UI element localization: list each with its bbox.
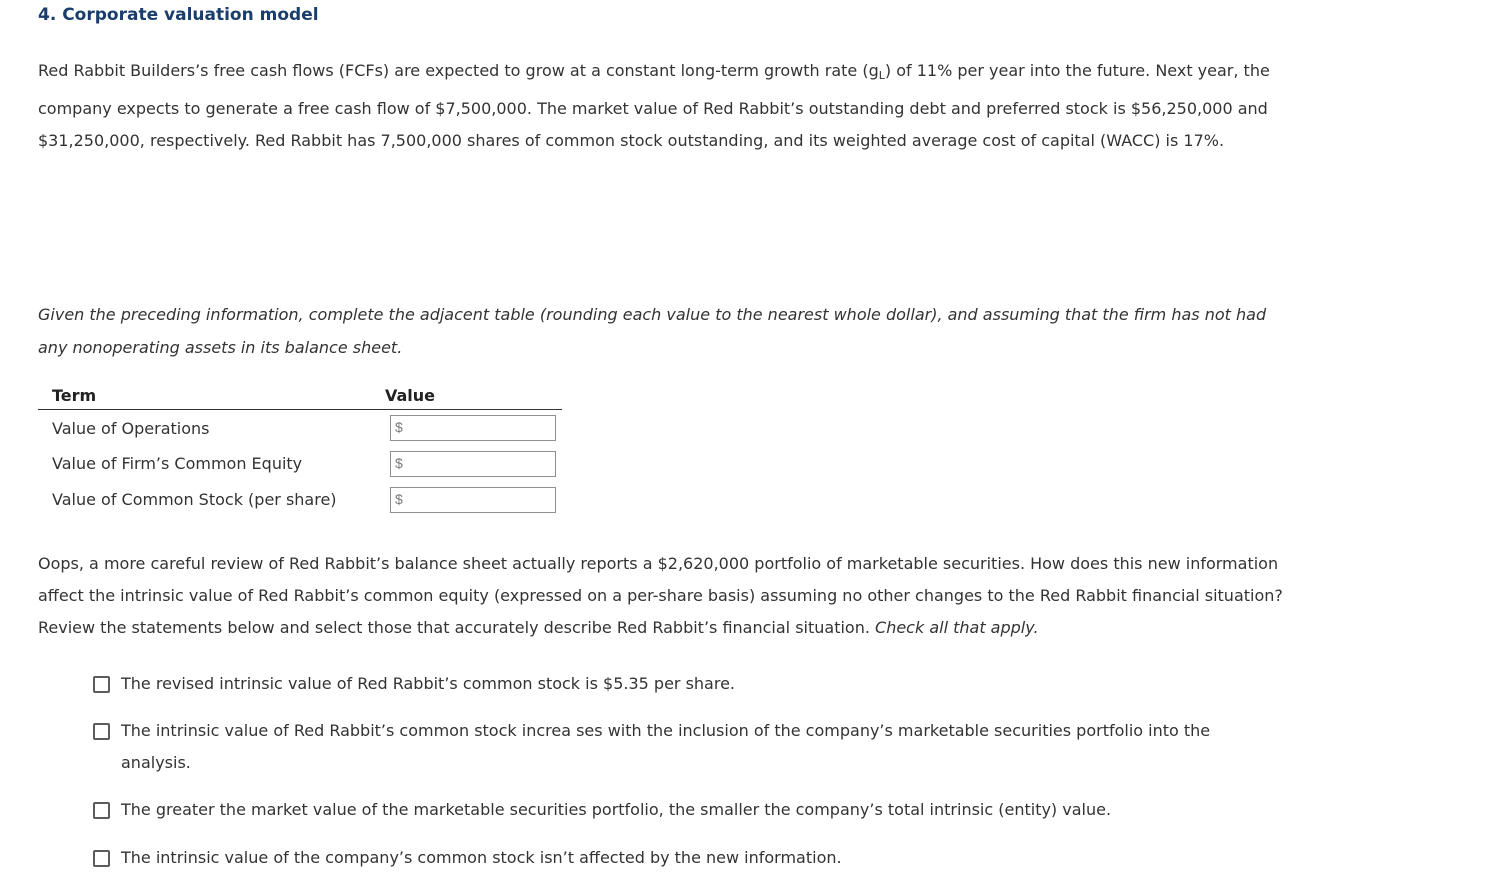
intro-paragraph (38, 55, 1298, 158)
value-cell (372, 446, 562, 481)
value-per-share-box (390, 487, 556, 513)
option-3-label[interactable]: The greater the market value of the marketable securities portfolio, the smaller the company’s total intrinsic (entity) value. (121, 800, 1112, 819)
term-column-header: Term (38, 381, 372, 410)
table-row (38, 410, 562, 447)
dollar-sign: $ (395, 490, 403, 507)
option-4-label[interactable]: The intrinsic value of the company’s common stock isn’t affected by the new information. (121, 848, 842, 867)
followup-text: Oops, a more careful review of Red Rabbit’s balance sheet actually reports a $2,620,000 portfolio of marketable securities. How does this new information affect the intrinsic value of Red Rabbit’s common equity (expressed on a per-share basis) assuming no other changes to the Red Rabbit financial situation? Review the statements below and select those that accurately describe Red Rabbit’s financial situation. (38, 554, 1283, 637)
term-value-of-operations: Value of Operations (52, 418, 210, 438)
answer-option-2[interactable] (93, 715, 1273, 779)
option-1-label[interactable]: The revised intrinsic value of Red Rabbit’s common stock is $5.35 per share. (121, 674, 736, 693)
answer-option-3[interactable] (93, 794, 1273, 826)
value-cell (372, 410, 562, 447)
option-2-label[interactable]: The intrinsic value of Red Rabbit’s common stock increa ses with the inclusion of the company’s marketable securities portfolio into the analysis. (121, 721, 1211, 772)
value-of-operations-input[interactable] (407, 417, 551, 439)
check-all-instruction: Check all that apply. (875, 618, 1039, 637)
value-of-common-equity-box (390, 451, 556, 477)
answer-option-1[interactable] (93, 668, 1273, 700)
intro-text-part2: ) of 11% per year into the future. Next year, the company expects to generate a free cash flow of $7,500,000. The market value of Red Rabbit’s outstanding debt and preferred stock is $56,250,000 and $31,250,000, respectively. Red Rabbit has 7,500,000 shares of common stock outstanding, and its weighted average cost of capital (WACC) is 17%. (38, 61, 1270, 150)
dollar-sign: $ (395, 419, 403, 435)
intro-text-part1: Red Rabbit Builders’s free cash flows (FCFs) are expected to grow at a constant long-term growth rate (g (38, 61, 879, 80)
option-3-checkbox[interactable] (93, 802, 110, 819)
value-of-operations-box (390, 415, 556, 441)
term-value-of-common-equity: Value of Firm’s Common Equity (52, 454, 303, 473)
option-4-checkbox[interactable] (93, 850, 110, 867)
growth-subscript: L (878, 69, 885, 82)
option-2-checkbox[interactable] (93, 723, 110, 740)
term-value-per-share: Value of Common Stock (per share) (52, 490, 337, 509)
table-header-row (38, 381, 562, 410)
instruction-paragraph: Given the preceding information, complete the adjacent table (rounding each value to the nearest whole dollar), and assuming that the firm has not had any nonoperating assets in its balance sheet. (38, 305, 1267, 357)
value-cell (372, 481, 562, 518)
table-row (38, 481, 562, 518)
value-column-header: Value (372, 381, 562, 410)
valuation-table (38, 381, 562, 518)
question-heading: 4. Corporate valuation model (38, 5, 319, 25)
value-of-common-equity-input[interactable] (407, 453, 551, 475)
answer-option-4[interactable] (93, 842, 1273, 874)
table-row (38, 446, 562, 481)
dollar-sign: $ (395, 454, 403, 471)
followup-paragraph (38, 548, 1298, 644)
option-1-checkbox[interactable] (93, 676, 110, 693)
value-per-share-input[interactable] (407, 489, 551, 511)
